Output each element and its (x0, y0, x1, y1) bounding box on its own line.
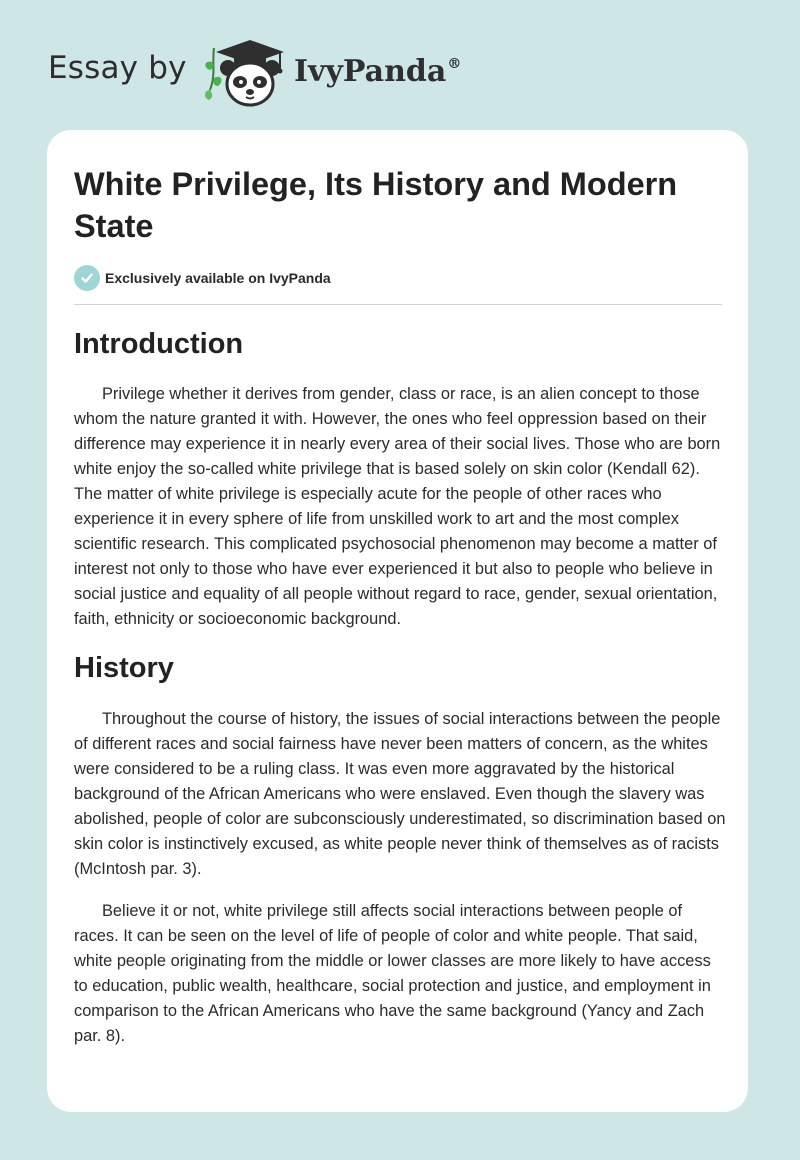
registered-mark: ® (447, 56, 462, 72)
title-divider (74, 304, 722, 305)
site-header (0, 0, 800, 130)
history-paragraph-1: Throughout the course of history, the issues of social interactions between the people of different races and social fairness have never been matters of concern, as the whites were considered to be a ruling class. It was even more aggravated by the historical background of the African Americans who were enslaved. Even though the slavery was abolished, people of color are subconsciously underestimated, so discrimination based on skin color is instinctively excused, as white people never think of themselves as of racists (McIntosh par. 3). (74, 710, 726, 878)
essay-by-label: Essay by (48, 50, 187, 86)
essay-card (47, 130, 748, 1112)
check-circle-icon (74, 265, 100, 291)
checkmark-icon (80, 271, 94, 285)
section-heading-introduction: Introduction (74, 328, 244, 360)
essay-title: White Privilege, Its History and Modern State (74, 166, 678, 244)
brand-name: IvyPanda (294, 54, 447, 89)
panda-graduate-logo-icon[interactable] (200, 38, 292, 108)
exclusive-badge-text: Exclusively available on IvyPanda (105, 270, 331, 286)
history-paragraph-2: Believe it or not, white privilege still affects social interactions between people of races. It can be seen on the level of life of people of color and white people. That said, white people originating from the middle or lower classes are more likely to have access to education, public wealth, healthcare, social protection and justice, and employment in comparison to the African Americans who have the same background (Yancy and Zach par. 8). (74, 902, 711, 1045)
ivypanda-logo-text[interactable] (294, 54, 461, 89)
introduction-paragraph: Privilege whether it derives from gender, class or race, is an alien concept to those whom the nature granted it with. However, the ones who feel oppression based on their difference may experience it in nearly every area of their social lives. Those who are born white enjoy the so-called white privilege that is based solely on skin color (Kendall 62). The matter of white privilege is especially acute for the people of other races who experience it in every sphere of life from unskilled work to art and the most complex scientific research. This complicated psychosocial phenomenon may become a matter of interest not only to those who have ever experienced it but also to people who believe in social justice and equality of all people without regard to race, gender, sexual orientation, faith, ethnicity or socioeconomic background. (74, 385, 721, 628)
section-heading-history: History (74, 652, 174, 684)
exclusive-badge (74, 265, 722, 291)
